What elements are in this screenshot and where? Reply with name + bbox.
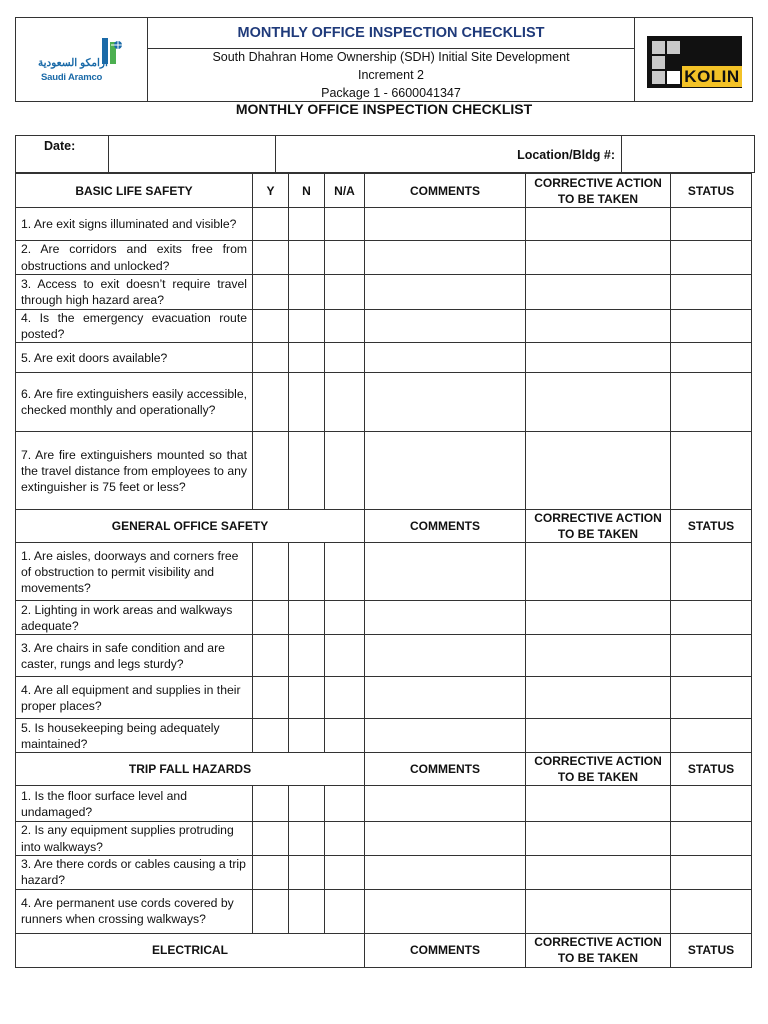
question-text: 4. Is the emergency evacuation route posted? — [16, 310, 253, 343]
col-corrective-header: CORRECTIVE ACTION TO BE TAKEN — [526, 753, 671, 786]
col-na-header: N/A — [325, 174, 365, 208]
status-cell[interactable] — [671, 855, 752, 889]
col-corrective-header: CORRECTIVE ACTION TO BE TAKEN — [526, 174, 671, 208]
answer-y-cell[interactable] — [253, 310, 289, 343]
answer-na-cell[interactable] — [325, 889, 365, 933]
answer-n-cell[interactable] — [289, 373, 325, 432]
answer-n-cell[interactable] — [289, 241, 325, 275]
status-cell[interactable] — [671, 822, 752, 855]
answer-na-cell[interactable] — [325, 719, 365, 753]
answer-y-cell[interactable] — [253, 822, 289, 855]
comments-cell[interactable] — [365, 432, 526, 510]
table-row — [16, 889, 752, 933]
kolin-logo — [634, 18, 752, 101]
header-center — [147, 18, 635, 101]
document-header — [15, 17, 753, 102]
status-cell[interactable] — [671, 432, 752, 510]
section-header-row — [16, 174, 752, 208]
question-text: 2. Lighting in work areas and walkways adequate? — [16, 601, 253, 635]
comments-cell[interactable] — [365, 343, 526, 373]
corrective-cell[interactable] — [526, 543, 671, 601]
col-status-header: STATUS — [671, 510, 752, 543]
answer-n-cell[interactable] — [289, 635, 325, 677]
answer-na-cell[interactable] — [325, 601, 365, 635]
question-text: 3. Access to exit doesn’t require travel through high hazard area? — [16, 275, 253, 310]
question-text: 6. Are fire extinguishers easily accessible, checked monthly and operationally? — [16, 373, 253, 432]
col-comments-header: COMMENTS — [365, 753, 526, 786]
corrective-cell[interactable] — [526, 275, 671, 310]
answer-y-cell[interactable] — [253, 635, 289, 677]
col-comments-header: COMMENTS — [365, 933, 526, 967]
answer-n-cell[interactable] — [289, 677, 325, 719]
answer-na-cell[interactable] — [325, 855, 365, 889]
section-header-row — [16, 933, 752, 967]
corrective-cell[interactable] — [526, 822, 671, 855]
col-status-header: STATUS — [671, 753, 752, 786]
answer-y-cell[interactable] — [253, 543, 289, 601]
question-text: 4. Are permanent use cords covered by runners when crossing walkways? — [16, 889, 253, 933]
comments-cell[interactable] — [365, 677, 526, 719]
date-label-cell — [15, 135, 109, 173]
comments-cell[interactable] — [365, 719, 526, 753]
answer-na-cell[interactable] — [325, 543, 365, 601]
comments-cell[interactable] — [365, 786, 526, 822]
section-title: BASIC LIFE SAFETY — [16, 174, 253, 208]
answer-na-cell[interactable] — [325, 635, 365, 677]
location-field[interactable] — [621, 135, 755, 173]
status-cell[interactable] — [671, 601, 752, 635]
answer-y-cell[interactable] — [253, 786, 289, 822]
answer-na-cell[interactable] — [325, 310, 365, 343]
aramco-arabic-text: ارامكو السعودية — [38, 57, 108, 69]
status-cell[interactable] — [671, 543, 752, 601]
section-title: GENERAL OFFICE SAFETY — [16, 510, 365, 543]
section-header-row — [16, 510, 752, 543]
col-n-header: N — [289, 174, 325, 208]
col-status-header: STATUS — [671, 933, 752, 967]
package-line: Package 1 - 6600041347 — [321, 86, 461, 100]
corrective-cell[interactable] — [526, 719, 671, 753]
section-header-row — [16, 753, 752, 786]
table-row — [16, 275, 752, 310]
status-cell[interactable] — [671, 275, 752, 310]
answer-na-cell[interactable] — [325, 677, 365, 719]
corrective-cell[interactable] — [526, 786, 671, 822]
corrective-cell[interactable] — [526, 208, 671, 241]
status-cell[interactable] — [671, 343, 752, 373]
answer-y-cell[interactable] — [253, 601, 289, 635]
kolin-wordmark: KOLIN — [682, 66, 742, 87]
col-y-header: Y — [253, 174, 289, 208]
section-title: TRIP FALL HAZARDS — [16, 753, 365, 786]
answer-n-cell[interactable] — [289, 855, 325, 889]
table-row — [16, 719, 752, 753]
corrective-cell[interactable] — [526, 432, 671, 510]
checklist-table — [15, 173, 752, 968]
question-text: 2. Is any equipment supplies protruding into walkways? — [16, 822, 253, 855]
table-row — [16, 543, 752, 601]
comments-cell[interactable] — [365, 543, 526, 601]
answer-n-cell[interactable] — [289, 208, 325, 241]
status-cell[interactable] — [671, 373, 752, 432]
status-cell[interactable] — [671, 310, 752, 343]
corrective-cell[interactable] — [526, 601, 671, 635]
answer-n-cell[interactable] — [289, 275, 325, 310]
answer-y-cell[interactable] — [253, 677, 289, 719]
answer-n-cell[interactable] — [289, 786, 325, 822]
table-row — [16, 677, 752, 719]
answer-na-cell[interactable] — [325, 241, 365, 275]
answer-n-cell[interactable] — [289, 543, 325, 601]
answer-na-cell[interactable] — [325, 343, 365, 373]
comments-cell[interactable] — [365, 635, 526, 677]
date-location-row — [15, 135, 755, 173]
answer-y-cell[interactable] — [253, 719, 289, 753]
comments-cell[interactable] — [365, 241, 526, 275]
corrective-cell[interactable] — [526, 855, 671, 889]
table-row — [16, 635, 752, 677]
answer-na-cell[interactable] — [325, 822, 365, 855]
question-text: 7. Are fire extinguishers mounted so that the travel distance from employees to any extinguisher is 75 feet or less? — [16, 432, 253, 510]
answer-n-cell[interactable] — [289, 719, 325, 753]
table-row — [16, 432, 752, 510]
table-row — [16, 373, 752, 432]
answer-n-cell[interactable] — [289, 310, 325, 343]
table-row — [16, 822, 752, 855]
question-text: 5. Are exit doors available? — [16, 343, 253, 373]
table-row — [16, 208, 752, 241]
table-row — [16, 786, 752, 822]
answer-n-cell[interactable] — [289, 432, 325, 510]
date-label: Date: — [44, 139, 76, 153]
status-cell[interactable] — [671, 635, 752, 677]
corrective-cell[interactable] — [526, 241, 671, 275]
table-row — [16, 855, 752, 889]
increment-line: Increment 2 — [357, 68, 424, 82]
answer-na-cell[interactable] — [325, 208, 365, 241]
question-text: 1. Is the floor surface level and undamaged? — [16, 786, 253, 822]
answer-y-cell[interactable] — [253, 343, 289, 373]
comments-cell[interactable] — [365, 208, 526, 241]
table-row — [16, 601, 752, 635]
question-text: 3. Are there cords or cables causing a trip hazard? — [16, 855, 253, 889]
section-title: ELECTRICAL — [16, 933, 365, 967]
document-title: MONTHLY OFFICE INSPECTION CHECKLIST — [147, 18, 635, 49]
answer-na-cell[interactable] — [325, 786, 365, 822]
col-corrective-header: CORRECTIVE ACTION TO BE TAKEN — [526, 510, 671, 543]
question-text: 3. Are chairs in safe condition and are caster, rungs and legs sturdy? — [16, 635, 253, 677]
aramco-english-text: Saudi Aramco — [41, 72, 103, 83]
saudi-aramco-logo — [16, 18, 148, 101]
comments-cell[interactable] — [365, 601, 526, 635]
answer-y-cell[interactable] — [253, 208, 289, 241]
status-cell[interactable] — [671, 889, 752, 933]
corrective-cell[interactable] — [526, 310, 671, 343]
question-text: 1. Are aisles, doorways and corners free of obstruction to permit visibility and movements? — [16, 543, 253, 601]
page-subtitle: MONTHLY OFFICE INSPECTION CHECKLIST — [235, 101, 533, 117]
comments-cell[interactable] — [365, 855, 526, 889]
answer-n-cell[interactable] — [289, 822, 325, 855]
col-comments-header: COMMENTS — [365, 174, 526, 208]
question-text: 5. Is housekeeping being adequately maintained? — [16, 719, 253, 753]
status-cell[interactable] — [671, 677, 752, 719]
comments-cell[interactable] — [365, 275, 526, 310]
status-cell[interactable] — [671, 786, 752, 822]
answer-y-cell[interactable] — [253, 855, 289, 889]
kolin-logo-icon — [647, 36, 742, 88]
comments-cell[interactable] — [365, 373, 526, 432]
col-status-header: STATUS — [671, 174, 752, 208]
table-row — [16, 310, 752, 343]
corrective-cell[interactable] — [526, 677, 671, 719]
comments-cell[interactable] — [365, 310, 526, 343]
status-cell[interactable] — [671, 719, 752, 753]
location-label-cell — [275, 135, 622, 173]
date-field[interactable] — [108, 135, 276, 173]
corrective-cell[interactable] — [526, 343, 671, 373]
answer-n-cell[interactable] — [289, 601, 325, 635]
corrective-cell[interactable] — [526, 635, 671, 677]
answer-na-cell[interactable] — [325, 275, 365, 310]
answer-n-cell[interactable] — [289, 889, 325, 933]
answer-n-cell[interactable] — [289, 343, 325, 373]
comments-cell[interactable] — [365, 889, 526, 933]
question-text: 2. Are corridors and exits free from obstructions and unlocked? — [16, 241, 253, 275]
answer-na-cell[interactable] — [325, 373, 365, 432]
comments-cell[interactable] — [365, 822, 526, 855]
answer-y-cell[interactable] — [253, 373, 289, 432]
status-cell[interactable] — [671, 208, 752, 241]
col-corrective-header: CORRECTIVE ACTION TO BE TAKEN — [526, 933, 671, 967]
project-line: South Dhahran Home Ownership (SDH) Initial Site Development — [212, 50, 570, 64]
question-text: 1. Are exit signs illuminated and visible? — [16, 208, 253, 241]
answer-y-cell[interactable] — [253, 432, 289, 510]
answer-y-cell[interactable] — [253, 241, 289, 275]
answer-na-cell[interactable] — [325, 432, 365, 510]
answer-y-cell[interactable] — [253, 275, 289, 310]
corrective-cell[interactable] — [526, 373, 671, 432]
corrective-cell[interactable] — [526, 889, 671, 933]
question-text: 4. Are all equipment and supplies in their proper places? — [16, 677, 253, 719]
answer-y-cell[interactable] — [253, 889, 289, 933]
col-comments-header: COMMENTS — [365, 510, 526, 543]
location-label: Location/Bldg #: — [517, 148, 615, 162]
table-row — [16, 241, 752, 275]
table-row — [16, 343, 752, 373]
status-cell[interactable] — [671, 241, 752, 275]
